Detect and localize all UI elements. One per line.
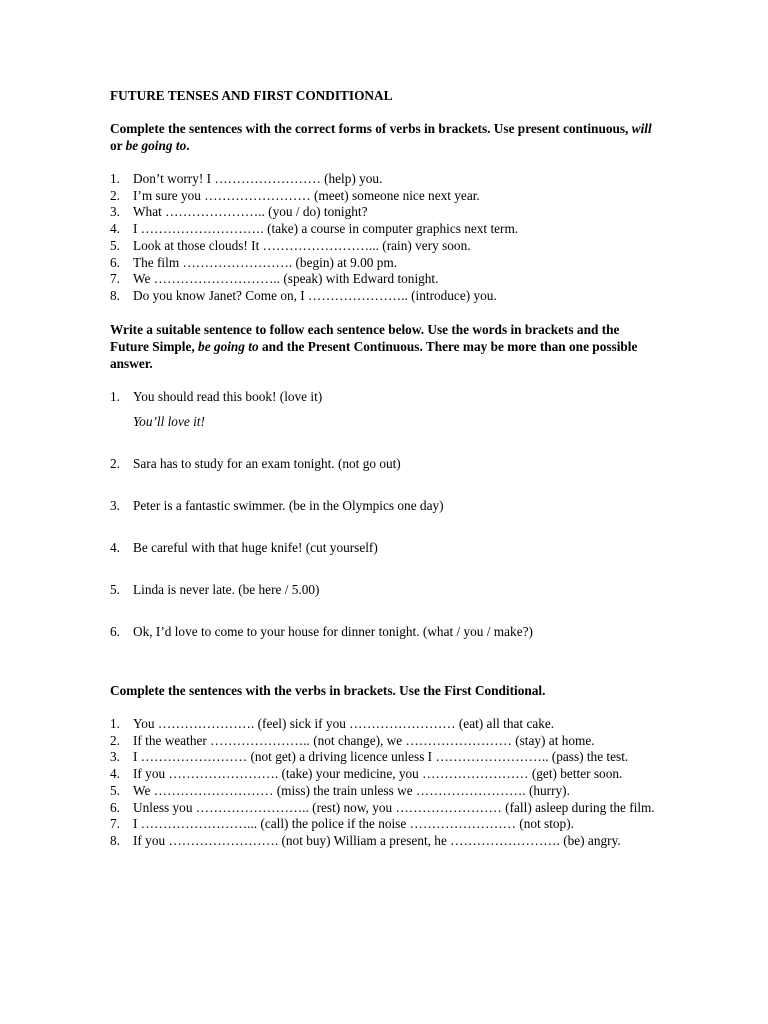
item-number: 2. xyxy=(110,187,120,203)
item-text: I ………………………. (take) a course in computer graphics next term. xyxy=(133,221,519,237)
item-text: Linda is never late. (be here / 5.00) xyxy=(133,582,320,597)
list-item xyxy=(110,255,670,272)
section3-instruction: Complete the sentences with the verbs in brackets. Use the First Conditional. xyxy=(110,683,546,698)
list-item xyxy=(110,498,693,515)
item-number: 4. xyxy=(110,766,120,782)
example-answer: You’ll love it! xyxy=(133,413,205,429)
section3-list xyxy=(110,716,658,850)
item-text: Ok, I’d love to come to your house for dinner tonight. (what / you / make?) xyxy=(133,624,533,639)
list-item xyxy=(110,204,670,221)
list-item xyxy=(110,624,693,641)
section1-list xyxy=(110,171,670,305)
list-item xyxy=(110,582,693,599)
item-number: 2. xyxy=(110,456,120,471)
list-item xyxy=(110,766,658,783)
item-text: We ……………………….. (speak) with Edward tonight. xyxy=(133,271,439,287)
section1-instruction-or: or xyxy=(110,138,126,153)
page-title: FUTURE TENSES AND FIRST CONDITIONAL xyxy=(110,88,393,103)
item-number: 8. xyxy=(110,832,120,848)
item-text: You …………………. (feel) sick if you …………………… (eat) all that cake. xyxy=(133,716,555,731)
item-number: 8. xyxy=(110,287,120,303)
list-item xyxy=(110,749,658,766)
item-number: 5. xyxy=(110,582,120,597)
item-text: Sara has to study for an exam tonight. (not go out) xyxy=(133,456,401,471)
list-item xyxy=(110,716,658,733)
item-number: 3. xyxy=(110,204,120,220)
section1-instruction-will: will xyxy=(631,121,652,136)
item-number: 1. xyxy=(110,716,120,731)
list-item xyxy=(110,456,693,473)
item-text: Look at those clouds! It ……………………... (rain) very soon. xyxy=(133,237,471,253)
list-item xyxy=(110,800,658,817)
item-text: Do you know Janet? Come on, I ………………….. (introduce) you. xyxy=(133,287,497,303)
item-text: The film ……………………. (begin) at 9.00 pm. xyxy=(133,254,398,270)
item-text: Be careful with that huge knife! (cut yourself) xyxy=(133,540,378,555)
list-item xyxy=(110,783,658,800)
item-text: I …………………… (not get) a driving licence unless I …………………….. (pass) the test. xyxy=(133,749,629,765)
item-text: I ……………………... (call) the police if the noise …………………… (not stop). xyxy=(133,816,574,832)
list-item xyxy=(110,238,670,255)
item-number: 1. xyxy=(110,171,120,186)
item-text: What ………………….. (you / do) tonight? xyxy=(133,204,368,220)
section2-instruction-text: Write a suitable sentence to follow each sentence below. Use the words in brackets and the Future Simple, xyxy=(110,322,620,354)
item-number: 6. xyxy=(110,799,120,815)
item-number: 6. xyxy=(110,254,120,270)
item-text: We ……………………… (miss) the train unless we ……………………. (hurry). xyxy=(133,782,570,798)
list-item xyxy=(110,288,670,305)
section2-instruction-going: be going to xyxy=(198,339,259,354)
section1-instruction-going: be going to xyxy=(125,138,187,153)
item-number: 7. xyxy=(110,816,120,832)
item-number: 1. xyxy=(110,389,120,404)
section2-instruction-rest: and the Present Continuous. There may be more than one possible answer. xyxy=(110,339,638,371)
section2-instruction xyxy=(110,321,655,372)
item-number: 2. xyxy=(110,732,120,748)
item-text: If the weather ………………….. (not change), we …………………… (stay) at home. xyxy=(133,732,595,748)
list-item xyxy=(110,389,693,430)
list-item xyxy=(110,540,693,557)
list-item xyxy=(110,733,658,750)
item-text: If you ……………………. (take) your medicine, you …………………… (get) better soon. xyxy=(133,766,623,782)
list-item xyxy=(110,188,670,205)
item-text: You should read this book! (love it) xyxy=(133,389,323,404)
item-number: 3. xyxy=(110,749,120,765)
item-text: Don’t worry! I …………………… (help) you. xyxy=(133,171,383,186)
item-text: I’m sure you …………………… (meet) someone nice next year. xyxy=(133,187,480,203)
section1-instruction-text: Complete the sentences with the correct forms of verbs in brackets. Use present continuous, xyxy=(110,121,632,136)
item-number: 4. xyxy=(110,221,120,237)
item-text: Unless you …………………….. (rest) now, you …………………… (fall) asleep during the film. xyxy=(133,799,655,815)
item-number: 5. xyxy=(110,782,120,798)
item-number: 4. xyxy=(110,540,120,555)
item-text: Peter is a fantastic swimmer. (be in the Olympics one day) xyxy=(133,498,444,513)
list-item xyxy=(110,271,670,288)
list-item xyxy=(110,833,658,850)
list-item xyxy=(110,171,670,188)
item-text: If you ……………………. (not buy) William a present, he ……………………. (be) angry. xyxy=(133,832,621,848)
list-item xyxy=(110,221,670,238)
item-number: 3. xyxy=(110,498,120,513)
item-number: 5. xyxy=(110,237,120,253)
section1-instruction xyxy=(110,120,655,154)
item-number: 7. xyxy=(110,271,120,287)
list-item xyxy=(110,816,658,833)
item-number: 6. xyxy=(110,624,120,639)
section1-instruction-end: . xyxy=(186,138,190,153)
